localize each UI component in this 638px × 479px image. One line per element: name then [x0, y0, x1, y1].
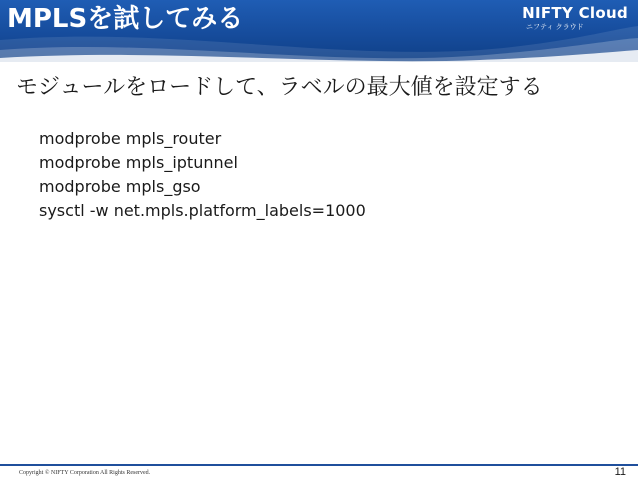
- command-line: modprobe mpls_router: [39, 129, 222, 148]
- command-line: sysctl -w net.mpls.platform_labels=1000: [39, 201, 366, 220]
- slide-title: MPLSを試してみる: [7, 4, 244, 34]
- slide-header: [0, 0, 638, 62]
- brand-logo: [520, 4, 628, 32]
- page-number: 11: [614, 466, 626, 478]
- brand-kana: ニフティ クラウド: [526, 23, 584, 31]
- command-list: [39, 127, 366, 223]
- copyright-text: Copyright © NIFTY Corporation All Rights Reserved.: [19, 470, 151, 476]
- command-line: modprobe mpls_iptunnel: [39, 153, 238, 172]
- command-line: modprobe mpls_gso: [39, 177, 201, 196]
- slide-subtitle: モジュールをロードして、ラベルの最大値を設定する: [16, 75, 543, 100]
- footer-divider: [0, 464, 638, 466]
- brand-name: NIFTY Cloud: [522, 4, 628, 22]
